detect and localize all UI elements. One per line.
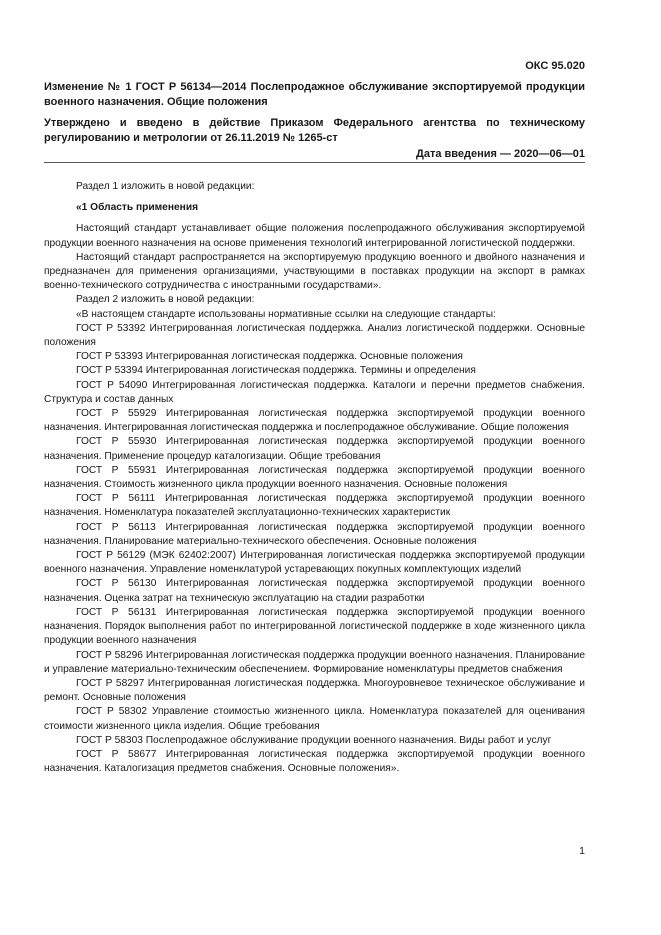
reference-item: ГОСТ Р 58297 Интегрированная логистическая поддержка. Многоуровневое техническое обслуживание и ремонт. Основные положения bbox=[44, 677, 585, 704]
effective-date: Дата введения — 2020—06—01 bbox=[416, 148, 585, 160]
reference-item: ГОСТ Р 58296 Интегрированная логистическая поддержка продукции военного назначения. Планирование и управление материально-техническим обеспечением. Формирование номенклатуры предметов снабжения bbox=[44, 649, 585, 675]
reference-item: ГОСТ Р 53393 Интегрированная логистическая поддержка. Основные положения bbox=[76, 351, 463, 363]
reference-item: ГОСТ Р 56129 (МЭК 62402:2007) Интегрированная логистическая поддержка экспортируемой продукции военного назначения. Управление номенклатурой устаревающих покупных комплектующих изделий bbox=[44, 550, 585, 576]
page-number: 1 bbox=[579, 845, 585, 857]
reference-item: ГОСТ Р 58303 Послепродажное обслуживание продукции военного назначения. Виды работ и услуг bbox=[76, 734, 552, 746]
paragraph: Настоящий стандарт распространяется на экспортируемую продукцию военного и двойного назначения и предназначен для применения организациями, участвующими в поставках продукции на экспорт в рамках военно-технического сотрудничества с иностранными государствами». bbox=[44, 251, 585, 292]
section-1-instruction: Раздел 1 изложить в новой редакции: bbox=[76, 181, 255, 192]
reference-item: ГОСТ Р 58677 Интегрированная логистическая поддержка экспортируемой продукции военного назначения. Каталогизация предметов снабжения. Основные положения». bbox=[44, 748, 585, 775]
reference-item: ГОСТ Р 56130 Интегрированная логистическая поддержка экспортируемой продукции военного назначения. Оценка затрат на техническую эксплуатацию на стадии разработки bbox=[44, 578, 585, 604]
reference-item: ГОСТ Р 53394 Интегрированная логистическая поддержка. Термины и определения bbox=[76, 365, 476, 377]
reference-item: ГОСТ Р 54090 Интегрированная логистическая поддержка. Каталоги и перечни предметов снабжения. Структура и состав данных bbox=[44, 379, 585, 405]
paragraph: Настоящий стандарт устанавливает общие положения послепродажного обслуживания экспортируемой продукции военного назначения на основе применения технологий интегрированной логистической поддержки. bbox=[44, 223, 585, 249]
document-body bbox=[44, 175, 585, 776]
approval-statement: Утверждено и введено в действие Приказом Федерального агентства по техническому регулированию и метрологии от 26.11.2019 № 1265-ст bbox=[44, 117, 585, 144]
reference-item: ГОСТ Р 55931 Интегрированная логистическая поддержка экспортируемой продукции военного назначения. Стоимость жизненного цикла продукции военного назначения. Основные положения bbox=[44, 464, 585, 491]
header-divider bbox=[44, 162, 585, 163]
reference-item: ГОСТ Р 55930 Интегрированная логистическая поддержка экспортируемой продукции военного назначения. Применение процедур каталогизации. Общие требования bbox=[44, 436, 585, 462]
section-heading: «1 Область применения bbox=[76, 202, 199, 214]
paragraph: «В настоящем стандарте использованы нормативные ссылки на следующие стандарты: bbox=[76, 308, 496, 320]
reference-item: ГОСТ Р 58302 Управление стоимостью жизненного цикла. Номенклатура показателей для оценивания стоимости жизненного цикла изделия. Общие требования bbox=[44, 706, 585, 732]
reference-item: ГОСТ Р 55929 Интегрированная логистическая поддержка экспортируемой продукции военного назначения. Интегрированная логистическая поддержка и послепродажное обслуживание. Общие положения bbox=[44, 408, 585, 434]
classification-code: ОКС 95.020 bbox=[525, 60, 585, 72]
reference-item: ГОСТ Р 56131 Интегрированная логистическая поддержка экспортируемой продукции военного назначения. Порядок выполнения работ по интегрированной логистической поддержке в ходе жизненного цикла продукции военного назначения bbox=[44, 606, 585, 647]
reference-item: ГОСТ Р 56111 Интегрированная логистическая поддержка экспортируемой продукции военного назначения. Номенклатура показателей эксплуатационно-технических характеристик bbox=[44, 493, 585, 519]
reference-item: ГОСТ Р 56113 Интегрированная логистическая поддержка экспортируемой продукции военного назначения. Планирование материально-технического обеспечения. Основные положения bbox=[44, 521, 585, 547]
section-2-instruction: Раздел 2 изложить в новой редакции: bbox=[76, 294, 255, 306]
change-title: Изменение № 1 ГОСТ Р 56134—2014 Послепродажное обслуживание экспортируемой продукции военного назначения. Общие положения bbox=[44, 81, 585, 108]
reference-item: ГОСТ Р 53392 Интегрированная логистическая поддержка. Анализ логистической поддержки. Основные положения bbox=[44, 322, 585, 349]
